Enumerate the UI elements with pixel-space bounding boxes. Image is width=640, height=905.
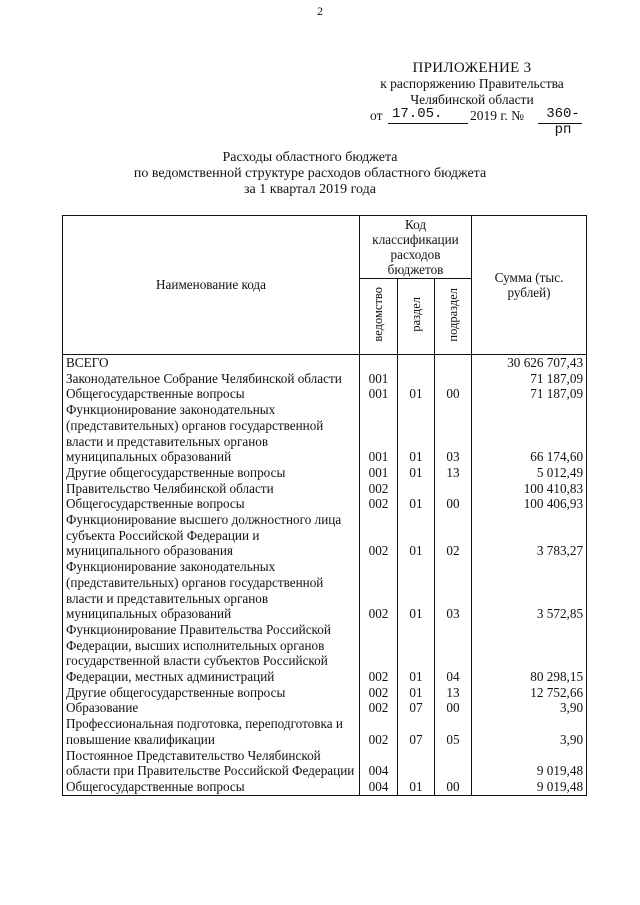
row-razdel: 07 xyxy=(398,716,435,747)
title-line-1: Расходы областного бюджета xyxy=(222,150,398,165)
row-sum: 30 626 707,43 xyxy=(472,355,587,371)
table-row xyxy=(63,700,587,716)
row-sum: 9 019,48 xyxy=(472,779,587,795)
table-row xyxy=(63,559,587,622)
table-row xyxy=(63,386,587,402)
row-name: Функционирование высшего должностного лица субъекта Российской Федерации и муниципального образования xyxy=(63,512,360,559)
row-name: Другие общегосударственные вопросы xyxy=(63,465,360,481)
row-razdel: 01 xyxy=(398,685,435,701)
row-podrazdel: 03 xyxy=(435,559,472,622)
title-line-2: по ведомственной структуре расходов областного бюджета xyxy=(133,166,487,181)
row-podrazdel: 00 xyxy=(435,700,472,716)
row-name: Профессиональная подготовка, переподготовка и повышение квалификации xyxy=(63,716,360,747)
row-sum: 100 410,83 xyxy=(472,481,587,497)
row-podrazdel xyxy=(435,355,472,371)
row-name: Функционирование законодательных (представительных) органов государственной власти и представительных органов муниципальных образований xyxy=(63,559,360,622)
row-name: Постоянное Представительство Челябинской области при Правительстве Российской Федерации xyxy=(63,748,360,779)
row-razdel: 01 xyxy=(398,779,435,795)
row-podrazdel: 05 xyxy=(435,716,472,747)
row-podrazdel xyxy=(435,481,472,497)
appendix-line-2: Челябинской области xyxy=(410,92,534,107)
row-razdel: 01 xyxy=(398,386,435,402)
header-vedomstvo xyxy=(360,279,398,355)
row-name: Законодательное Собрание Челябинской области xyxy=(63,371,360,387)
row-razdel: 01 xyxy=(398,465,435,481)
row-podrazdel: 03 xyxy=(435,402,472,465)
row-vedomstvo: 002 xyxy=(360,496,398,512)
row-sum: 5 012,49 xyxy=(472,465,587,481)
row-name: Правительство Челябинской области xyxy=(63,481,360,497)
row-sum: 100 406,93 xyxy=(472,496,587,512)
row-sum: 3 572,85 xyxy=(472,559,587,622)
header-sum: Сумма (тыс. рублей) xyxy=(472,216,587,355)
row-vedomstvo: 002 xyxy=(360,700,398,716)
row-vedomstvo: 002 xyxy=(360,716,398,747)
budget-table xyxy=(62,215,587,796)
year-text: 2019 г. № xyxy=(470,108,525,123)
row-name: ВСЕГО xyxy=(63,355,360,371)
row-razdel: 01 xyxy=(398,512,435,559)
row-sum: 71 187,09 xyxy=(472,386,587,402)
row-sum: 9 019,48 xyxy=(472,748,587,779)
header-razdel xyxy=(398,279,435,355)
row-razdel xyxy=(398,371,435,387)
number-value: 360-рп xyxy=(546,106,580,138)
row-vedomstvo: 001 xyxy=(360,386,398,402)
appendix-block xyxy=(358,60,586,138)
row-vedomstvo: 004 xyxy=(360,748,398,779)
row-name: Общегосударственные вопросы xyxy=(63,779,360,795)
table-row xyxy=(63,716,587,747)
row-podrazdel: 13 xyxy=(435,685,472,701)
row-razdel: 01 xyxy=(398,496,435,512)
row-name: Образование xyxy=(63,700,360,716)
header-name: Наименование кода xyxy=(63,216,360,355)
table-row xyxy=(63,355,587,371)
row-name: Функционирование Правительства Российской Федерации, высших исполнительных органов государственной власти субъектов Российской Федерации, местных администраций xyxy=(63,622,360,685)
row-podrazdel: 00 xyxy=(435,779,472,795)
row-podrazdel: 04 xyxy=(435,622,472,685)
row-sum: 3 783,27 xyxy=(472,512,587,559)
row-razdel xyxy=(398,481,435,497)
row-podrazdel xyxy=(435,371,472,387)
table-body xyxy=(63,355,587,796)
row-podrazdel: 00 xyxy=(435,496,472,512)
row-vedomstvo: 001 xyxy=(360,402,398,465)
row-razdel xyxy=(398,748,435,779)
row-razdel: 01 xyxy=(398,622,435,685)
table-row xyxy=(63,685,587,701)
page-number: 2 xyxy=(317,4,323,18)
table-row xyxy=(63,622,587,685)
row-name: Общегосударственные вопросы xyxy=(63,496,360,512)
row-razdel: 01 xyxy=(398,402,435,465)
row-sum: 3,90 xyxy=(472,700,587,716)
table-header xyxy=(63,216,587,355)
date-value: 17.05. xyxy=(392,106,443,122)
table-row xyxy=(63,748,587,779)
table-row xyxy=(63,371,587,387)
table-row xyxy=(63,512,587,559)
header-vedomstvo-label: ведомство xyxy=(371,287,385,342)
row-razdel: 01 xyxy=(398,559,435,622)
row-sum: 71 187,09 xyxy=(472,371,587,387)
row-sum: 3,90 xyxy=(472,716,587,747)
row-podrazdel: 13 xyxy=(435,465,472,481)
row-vedomstvo: 004 xyxy=(360,779,398,795)
row-vedomstvo xyxy=(360,355,398,371)
appendix-date-line xyxy=(358,106,586,138)
row-podrazdel: 02 xyxy=(435,512,472,559)
table-row xyxy=(63,779,587,795)
table-row xyxy=(63,465,587,481)
title-line-3: за 1 квартал 2019 года xyxy=(244,182,376,197)
row-podrazdel xyxy=(435,748,472,779)
table-row xyxy=(63,402,587,465)
row-name: Функционирование законодательных (представительных) органов государственной власти и представительных органов муниципальных образований xyxy=(63,402,360,465)
header-podrazdel xyxy=(435,279,472,355)
row-vedomstvo: 002 xyxy=(360,622,398,685)
table-row xyxy=(63,496,587,512)
header-podrazdel-label: подраздел xyxy=(445,287,460,342)
row-razdel: 07 xyxy=(398,700,435,716)
row-sum: 12 752,66 xyxy=(472,685,587,701)
row-razdel xyxy=(398,355,435,371)
date-prefix: от xyxy=(370,108,383,123)
appendix-line-1: к распоряжению Правительства xyxy=(380,76,564,91)
row-vedomstvo: 002 xyxy=(360,481,398,497)
appendix-title: ПРИЛОЖЕНИЕ 3 xyxy=(412,60,532,76)
row-vedomstvo: 002 xyxy=(360,685,398,701)
header-razdel-label: раздел xyxy=(408,297,423,332)
table-row xyxy=(63,481,587,497)
document-title xyxy=(100,150,520,198)
row-vedomstvo: 002 xyxy=(360,559,398,622)
header-code: Код классификации расходов бюджетов xyxy=(360,216,472,279)
row-vedomstvo: 001 xyxy=(360,465,398,481)
row-name: Другие общегосударственные вопросы xyxy=(63,685,360,701)
row-vedomstvo: 001 xyxy=(360,371,398,387)
row-name: Общегосударственные вопросы xyxy=(63,386,360,402)
row-sum: 66 174,60 xyxy=(472,402,587,465)
row-podrazdel: 00 xyxy=(435,386,472,402)
row-vedomstvo: 002 xyxy=(360,512,398,559)
row-sum: 80 298,15 xyxy=(472,622,587,685)
